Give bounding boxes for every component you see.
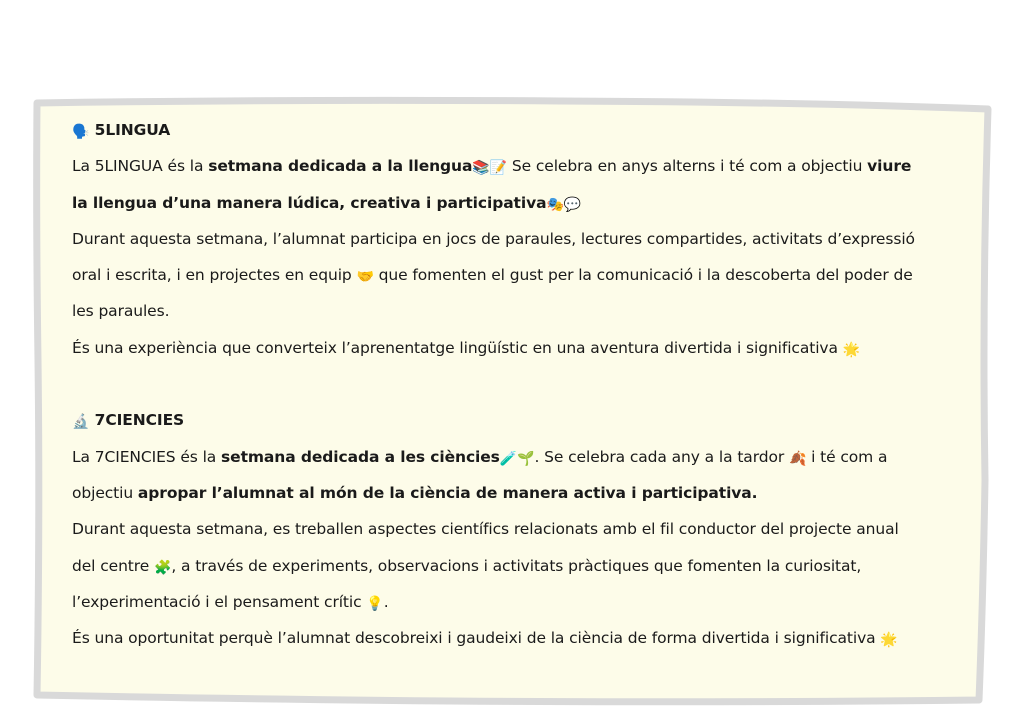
text-span: La 5LINGUA és la xyxy=(72,157,209,176)
text-span: És una oportunitat perquè l’alumnat descobreixi i gaudeixi de la ciència de forma divertida i significativa xyxy=(72,629,881,648)
section-heading-text: 7CIENCIES xyxy=(94,411,185,430)
books-pencil-icon: 📚📝 xyxy=(472,160,508,177)
theater-speech-icon: 🎭💬 xyxy=(546,196,582,213)
bold-text: setmana dedicada a les ciències xyxy=(221,447,500,466)
text-span: Durant aquesta setmana, l’alumnat participa en jocs de paraules, lectures compartides, activitats d’expressió xyxy=(72,229,915,248)
text-span: les paraules. xyxy=(72,302,170,321)
speaking-head-icon: 🗣️ xyxy=(72,124,90,140)
section-heading xyxy=(72,112,962,148)
text-span: l’experimentació i el pensament crític xyxy=(72,592,367,611)
star-icon: 🌟 xyxy=(842,341,861,358)
section-heading xyxy=(72,402,962,438)
microscope-icon: 🔬 xyxy=(72,414,90,431)
text-span: del centre xyxy=(72,556,154,575)
fallen-leaves-icon: 🍂 xyxy=(788,450,807,467)
text-span: que fomenten el gust per la comunicació i la descoberta del poder de xyxy=(373,266,913,285)
bold-text: la llengua d’una manera lúdica, creativa i participativa xyxy=(72,193,547,212)
body-line xyxy=(72,148,962,184)
text-span: . Se celebra cada any a la tardor xyxy=(534,447,789,466)
text-span: objectiu xyxy=(72,483,138,502)
body-line xyxy=(72,185,962,221)
body-line xyxy=(72,257,962,293)
body-line xyxy=(72,293,962,329)
light-bulb-icon: 💡 xyxy=(366,595,384,612)
body-line xyxy=(72,330,962,366)
text-span: i té com a xyxy=(806,447,888,466)
text-span: Se celebra en anys alterns i té com a objectiu xyxy=(507,157,868,176)
text-span: . xyxy=(383,592,389,611)
text-content xyxy=(72,112,962,656)
text-span: Durant aquesta setmana, es treballen aspectes científics relacionats amb el fil conductor del projecte anual xyxy=(72,520,899,539)
text-span: La 7CIENCIES és la xyxy=(72,447,222,466)
bold-text: apropar l’alumnat al món de la ciència de manera activa i participativa. xyxy=(137,483,758,502)
bold-text: setmana dedicada a la llengua xyxy=(208,157,473,176)
body-line xyxy=(72,475,962,511)
body-line xyxy=(72,511,962,547)
handshake-icon: 🤝 xyxy=(356,269,374,286)
puzzle-piece-icon: 🧩 xyxy=(153,559,172,576)
body-line xyxy=(72,221,962,257)
body-line xyxy=(72,620,962,656)
star-icon: 🌟 xyxy=(880,632,898,649)
body-line xyxy=(72,439,962,475)
body-line xyxy=(72,584,962,620)
section-spacer xyxy=(72,366,962,402)
text-span: És una experiència que converteix l’aprenentatge lingüístic en una aventura divertida i significativa xyxy=(72,338,843,357)
bold-text: viure xyxy=(867,157,912,176)
test-tube-seedling-icon: 🧪🌱 xyxy=(499,450,535,467)
text-span: , a través de experiments, observacions i activitats pràctiques que fomenten la curiositat, xyxy=(171,556,862,575)
section-heading-text: 5LINGUA xyxy=(94,121,171,139)
text-span: oral i escrita, i en projectes en equip xyxy=(72,266,357,285)
body-line xyxy=(72,548,962,584)
